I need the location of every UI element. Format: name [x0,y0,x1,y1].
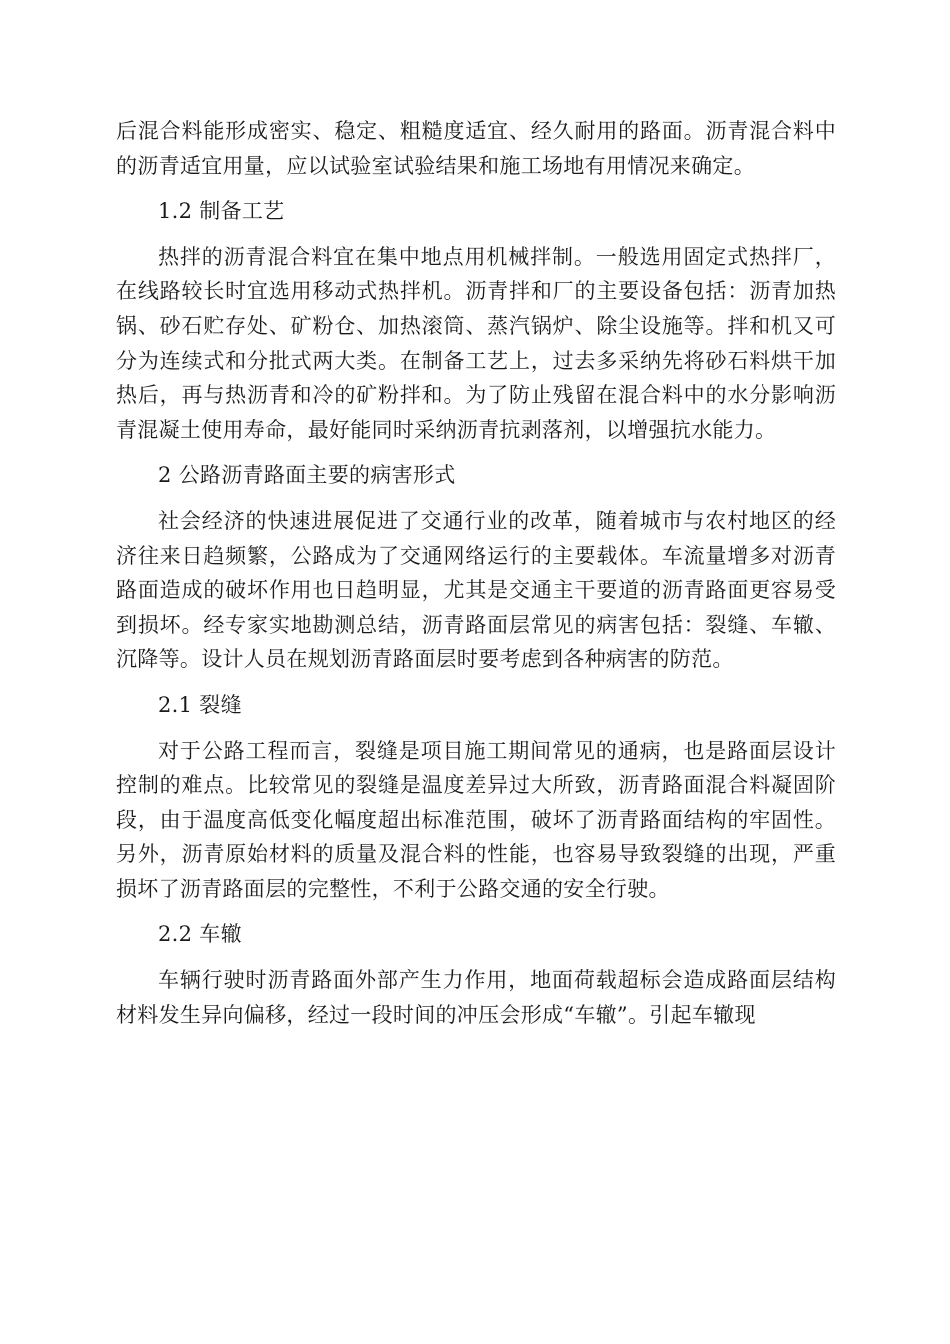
paragraph-disease-forms: 社会经济的快速进展促进了交通行业的改革，随着城市与农村地区的经济往来日趋频繁，公路成为了交通网络运行的主要载体。车流量增多对沥青路面造成的破坏作用也日趋明显，尤其是交通主干要道的沥青路面更容易受到损坏。经专家实地勘测总结，沥青路面层常见的病害包括：裂缝、车辙、沉降等。设计人员在规划沥青路面层时要考虑到各种病害的防范。 [116,508,836,672]
paragraph-continuation: 后混合料能形成密实、稳定、粗糙度适宜、经久耐用的路面。沥青混合料中的沥青适宜用量，应以试验室试验结果和施工场地有用情况来确定。 [116,119,836,178]
section-heading-1-2: 1.2 制备工艺 [158,199,285,224]
section-heading-2-1: 2.1 裂缝 [158,692,242,717]
section-heading-2-2: 2.2 车辙 [158,922,242,947]
section-heading-2: 2 公路沥青路面主要的病害形式 [158,463,456,488]
paragraph-rutting: 车辆行驶时沥青路面外部产生力作用，地面荷载超标会造成路面层结构材料发生异向偏移，经过一段时间的冲压会形成“车辙”。引起车辙现 [116,968,836,1027]
document-body [116,114,836,1043]
paragraph-preparation-process: 热拌的沥青混合料宜在集中地点用机械拌制。一般选用固定式热拌厂，在线路较长时宜选用移动式热拌机。沥青拌和厂的主要设备包括：沥青加热锅、砂石贮存处、矿粉仓、加热滚筒、蒸汽锅炉、除尘设施等。拌和机又可分为连续式和分批式两大类。在制备工艺上，过去多采纳先将砂石料烘干加热后，再与热沥青和冷的矿粉拌和。为了防止残留在混合料中的水分影响沥青混凝土使用寿命，最好能同时采纳沥青抗剥落剂，以增强抗水能力。 [116,244,836,442]
paragraph-cracks: 对于公路工程而言，裂缝是项目施工期间常见的通病，也是路面层设计控制的难点。比较常见的裂缝是温度差异过大所致，沥青路面混合料凝固阶段，由于温度高低变化幅度超出标准范围，破坏了沥青路面结构的牢固性。另外，沥青原始材料的质量及混合料的性能，也容易导致裂缝的出现，严重损坏了沥青路面层的完整性，不利于公路交通的安全行驶。 [116,738,836,901]
